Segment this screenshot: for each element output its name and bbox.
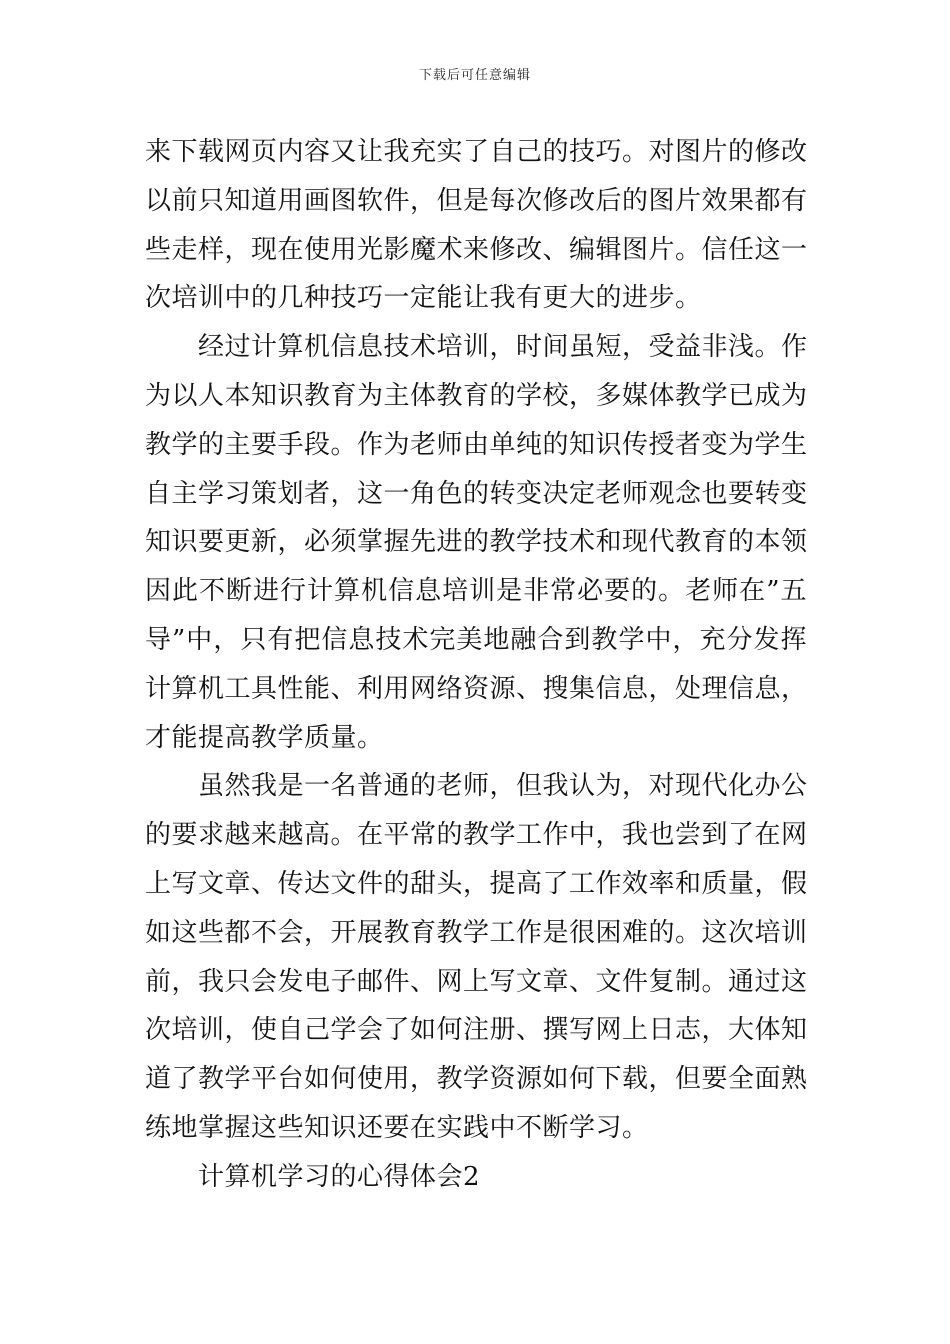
page-header: 下载后可任意编辑 (418, 68, 531, 83)
text-line: 以前只知道用画图软件，但是每次修改后的图片效果都有 (145, 185, 808, 216)
document-body (145, 128, 807, 1202)
text-line: 经过计算机信息技术培训，时间虽短，受益非浅。作 (145, 332, 808, 363)
text-line: 如这些都不会，开展教育教学工作是很困难的。这次培训 (145, 917, 808, 948)
text-line: 虽然我是一名普通的老师，但我认为，对现代化办公 (145, 771, 808, 802)
text-line: 自主学习策划者，这一角色的转变决定老师观念也要转变 (145, 478, 808, 509)
text-line: 为以人本知识教育为主体教育的学校，多媒体教学已成为 (145, 380, 808, 411)
text-line: 知识要更新，必须掌握先进的教学技术和现代教育的本领 (145, 527, 808, 558)
text-line: 计算机工具性能、利用网络资源、搜集信息，处理信息， (145, 673, 808, 704)
text-line: 才能提高教学质量。 (145, 722, 384, 753)
text-line: 道了教学平台如何使用，教学资源如何下载，但要全面熟 (145, 1064, 808, 1095)
text-line: 来下载网页内容又让我充实了自己的技巧。对图片的修改 (145, 137, 808, 167)
text-line: 些走样，现在使用光影魔术来修改、编辑图片。信任这一 (145, 234, 808, 265)
text-line: 次培训，使自己学会了如何注册、撰写网上日志，大体知 (145, 1015, 808, 1046)
section-heading: 计算机学习的心得体会2 (145, 1161, 481, 1192)
text-line: 次培训中的几种技巧一定能让我有更大的进步。 (145, 283, 702, 314)
text-line: 的要求越来越高。在平常的教学工作中，我也尝到了在网 (145, 820, 808, 851)
text-line: 练地掌握这些知识还要在实践中不断学习。 (145, 1112, 649, 1143)
text-line: 前，我只会发电子邮件、网上写文章、文件复制。通过这 (145, 966, 808, 997)
text-line: 因此不断进行计算机信息培训是非常必要的。老师在”五 (145, 576, 807, 607)
text-line: 教学的主要手段。作为老师由单纯的知识传授者变为学生 (145, 429, 808, 460)
text-line: 上写文章、传达文件的甜头，提高了工作效率和质量，假 (145, 868, 808, 899)
text-line: 导”中，只有把信息技术完美地融合到教学中，充分发挥 (145, 624, 807, 655)
